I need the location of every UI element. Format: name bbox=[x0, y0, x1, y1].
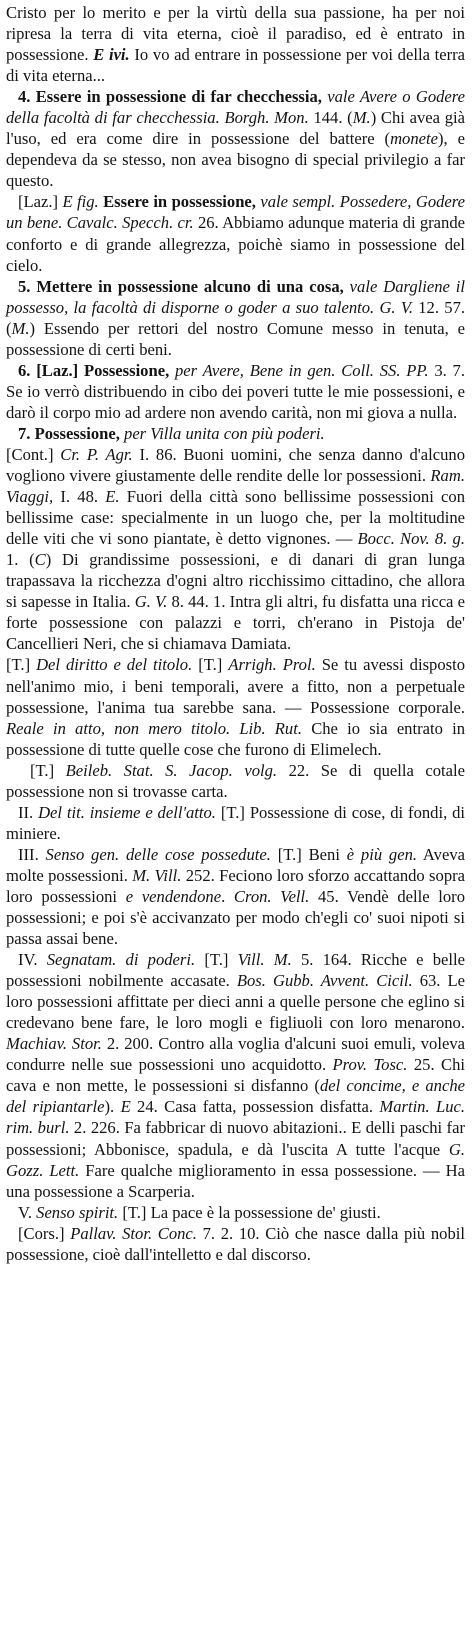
italic-text: M. bbox=[352, 108, 371, 128]
bold-italic-text: E ivi. bbox=[93, 45, 130, 65]
italic-text: Martin. Luc. rim. burl. bbox=[6, 1097, 466, 1138]
italic-text: Ram. Viaggi, bbox=[6, 466, 465, 507]
body-text: 45. Vendè delle loro possessioni; e poi s'è accivanzato per modo ch'egli co' suoi nipoti si passa assai bene. bbox=[6, 886, 466, 949]
entry-paragraph bbox=[6, 86, 465, 191]
italic-text: del concime, e anche del ripiantarle bbox=[6, 1076, 465, 1117]
body-text: I. 86. Buoni uomini, che senza danno d'alcuno vogliono vivere giustamente delle rendite delle lor possessioni. bbox=[6, 444, 465, 486]
italic-text: Del tit. insieme e dell'atto. bbox=[38, 802, 216, 822]
italic-text: E fig. bbox=[62, 192, 99, 212]
body-text: II. bbox=[18, 802, 39, 822]
body-text: [Laz.] bbox=[18, 192, 63, 212]
body-text: [Cont.] bbox=[6, 444, 61, 464]
entry-paragraph bbox=[6, 360, 465, 423]
body-text: Fare qualche miglioramento in essa possessione. — Ha una possessione a Scarperia. bbox=[6, 1160, 465, 1201]
entry-paragraph bbox=[6, 949, 465, 1202]
italic-text: vale Dargliene il possesso, la facoltà di disporne o goder a suo talento. G. V. bbox=[6, 276, 465, 317]
italic-text: Machiav. Stor. bbox=[6, 1034, 102, 1054]
body-text: 252. Feciono loro sforzo accattando sopra loro possessioni bbox=[6, 865, 466, 906]
italic-text: per Villa unita con più poderi. bbox=[119, 423, 325, 443]
body-text: [T.] bbox=[6, 655, 37, 675]
body-text: V. bbox=[18, 1202, 37, 1222]
italic-text: Bos. Gubb. Avvent. Cicil. bbox=[236, 971, 413, 991]
entry-paragraph bbox=[6, 844, 465, 949]
italic-text: E bbox=[120, 1097, 131, 1117]
entry-paragraph bbox=[6, 423, 465, 444]
body-text: [T.] Beni bbox=[270, 844, 347, 864]
body-text: 24. Casa fatta, possession disfatta. bbox=[130, 1097, 380, 1117]
body-text: 8. 44. 1. Intra gli altri, fu disfatta una ricca e forte possessione con palazzi e torri, ch'erano in Pistoja de' Cancellieri Neri, che si chiamava Damiata. bbox=[6, 592, 465, 654]
body-text: Fuori della città sono bellissime possessioni con bellissime case: specialmente in un luogo che, per la moltitudine delle viti che vi sono piantate, è detto vignones. — bbox=[6, 487, 465, 549]
italic-text: C bbox=[34, 550, 46, 570]
entry-paragraph bbox=[6, 2, 465, 86]
italic-text: Pallav. Stor. Conc. bbox=[70, 1223, 197, 1243]
italic-text: Senso gen. delle cose possedute. bbox=[45, 844, 271, 864]
italic-text: vale sempl. Possedere, Godere un bene. Cavalc. Specch. cr. bbox=[6, 192, 465, 233]
body-text: 7. 2. 10. Ciò che nasce dalla più nobil possessione, cioè dall'intelletto e dal discorso. bbox=[6, 1223, 465, 1264]
entry-paragraph bbox=[6, 1202, 465, 1223]
italic-text: M. Vill. bbox=[132, 865, 182, 885]
body-text: 5. 164. Ricche e belle possessioni nobilmente accasate. bbox=[6, 950, 465, 991]
body-text: 1. ( bbox=[6, 550, 35, 570]
italic-text: Reale in atto, non mero titolo. Lib. Rut. bbox=[6, 718, 302, 738]
entry-paragraph bbox=[6, 802, 465, 844]
body-text: Aveva molte possessioni. bbox=[6, 844, 465, 885]
italic-text: monete bbox=[390, 129, 438, 149]
headword-text: 5. Mettere in possessione alcuno di una cosa, bbox=[18, 276, 344, 296]
italic-text: Prov. Tosc. bbox=[332, 1055, 408, 1075]
italic-text: G. V. bbox=[134, 592, 168, 612]
body-text: Io vo ad entrare in possessione per voi della terra di vita eterna... bbox=[6, 45, 466, 86]
italic-text: Cr. P. Agr. bbox=[60, 444, 133, 464]
body-text: III. bbox=[18, 844, 46, 864]
body-text: ) Chi avea già l'uso, ed era come dire in possessione del battere ( bbox=[6, 108, 465, 149]
body-text: 22. Se di quella cotale possessione non si trovasse carta. bbox=[6, 760, 465, 801]
body-text: . bbox=[221, 886, 234, 906]
body-text: I. 48. bbox=[53, 487, 106, 507]
italic-text: Arrigh. Prol. bbox=[228, 655, 316, 675]
entry-paragraph bbox=[6, 1223, 465, 1265]
headword-text: Essere in possessione, bbox=[98, 192, 256, 212]
body-text: [T.] bbox=[195, 950, 238, 970]
italic-text: vale Avere o Godere della facoltà di far checchessia. Borgh. Mon. bbox=[6, 87, 465, 128]
headword-text: 6. [Laz.] Possessione, bbox=[18, 360, 170, 380]
italic-text: G. Gozz. Lett. bbox=[6, 1139, 465, 1180]
entry-paragraph bbox=[6, 760, 465, 802]
body-text: ). bbox=[104, 1097, 121, 1117]
body-text: [T.] La pace è la possessione de' giusti. bbox=[118, 1202, 381, 1222]
body-text: 2. 226. Fa fabbricar di nuovo abitazioni.. E delli paschi far possessioni; Abbonisce, spadula, e dà l'uscita A tutte l'acque bbox=[6, 1118, 465, 1159]
body-text: 12. 57. ( bbox=[6, 297, 466, 338]
italic-text: Bocc. Nov. 8. g. bbox=[357, 529, 465, 549]
body-text: Se tu avessi disposto nell'animo mio, i beni temporali, avere a fitto, non a perpetuale possessione, l'anima tua sarebbe sana. — Possessione corporale. bbox=[6, 655, 465, 717]
italic-text: Del diritto e del titolo. bbox=[36, 655, 193, 675]
body-text: [T.] bbox=[30, 760, 66, 780]
entry-paragraph bbox=[6, 444, 465, 654]
italic-text: Cron. Vell. bbox=[233, 886, 310, 906]
body-text: [T.] bbox=[192, 655, 229, 675]
body-text: 63. Le loro possessioni affittate per dieci anni a quelle persone che eglino si credevano bene fare, le loro mogli e figliuoli con loro menarono. bbox=[6, 971, 465, 1033]
body-text: ) Di grandissime possessioni, e di danari di gran lunga trapassava la ricchezza d'ogni altro ricchissimo cittadino, che allora si sapesse in Italia. bbox=[6, 550, 466, 612]
body-text: 2. 200. Contro alla voglia d'alcuni suoi emuli, voleva condurre nelle sue possessioni uno acquidotto. bbox=[6, 1034, 465, 1075]
body-text: [T.] Possessione di cose, di fondi, di miniere. bbox=[6, 802, 465, 843]
body-text: 26. Abbiamo adunque materia di grande conforto e di grande allegrezza, poichè siamo in possessione del cielo. bbox=[6, 213, 466, 275]
headword-text: 4. Essere in possessione di far checchessia, bbox=[18, 87, 322, 107]
body-text: Cristo per lo merito e per la virtù della sua passione, ha per noi ripresa la terra di vita eterna, cioè il paradiso, ed è entrato in possessione. bbox=[6, 3, 465, 65]
entry-paragraph bbox=[6, 191, 465, 275]
body-text: 144. ( bbox=[308, 108, 353, 128]
body-text: 3. 7. Se io verrò distribuendo in cibo dei poveri tutte le mie possessioni, e darò il corpo mio ad ardere non avendo carità, non mi giova a nulla. bbox=[6, 360, 466, 422]
headword-text: 7. Possessione, bbox=[18, 423, 120, 443]
entry-paragraph bbox=[6, 654, 465, 759]
entry-paragraph bbox=[6, 276, 465, 360]
body-text: IV. bbox=[18, 950, 47, 970]
italic-text: e vendendone bbox=[125, 886, 222, 906]
body-text: [Cors.] bbox=[18, 1223, 71, 1243]
italic-text: è più gen. bbox=[346, 844, 418, 864]
body-text: ) Essendo per rettori del nostro Comune messo in tenuta, e possessione di certi beni. bbox=[6, 318, 465, 359]
italic-text: M. bbox=[11, 318, 30, 338]
body-text: 25. Chi cava e non mette, le possessioni si disfanno ( bbox=[6, 1055, 465, 1096]
italic-text: per Avere, Bene in gen. Coll. SS. PP. bbox=[169, 360, 429, 380]
body-text: ), e dependeva da se stesso, non avea bisogno di special privilegio a far questo. bbox=[6, 129, 465, 191]
italic-text: Beileb. Stat. S. Jacop. volg. bbox=[65, 760, 278, 780]
italic-text: Segnatam. di poderi. bbox=[46, 950, 196, 970]
italic-text: Vill. M. bbox=[237, 950, 292, 970]
italic-text: E. bbox=[105, 487, 120, 507]
body-text: Che io sia entrato in possessione di tutte quelle cose che furono di Elimelech. bbox=[6, 718, 465, 759]
italic-text: Senso spirit. bbox=[36, 1202, 119, 1222]
